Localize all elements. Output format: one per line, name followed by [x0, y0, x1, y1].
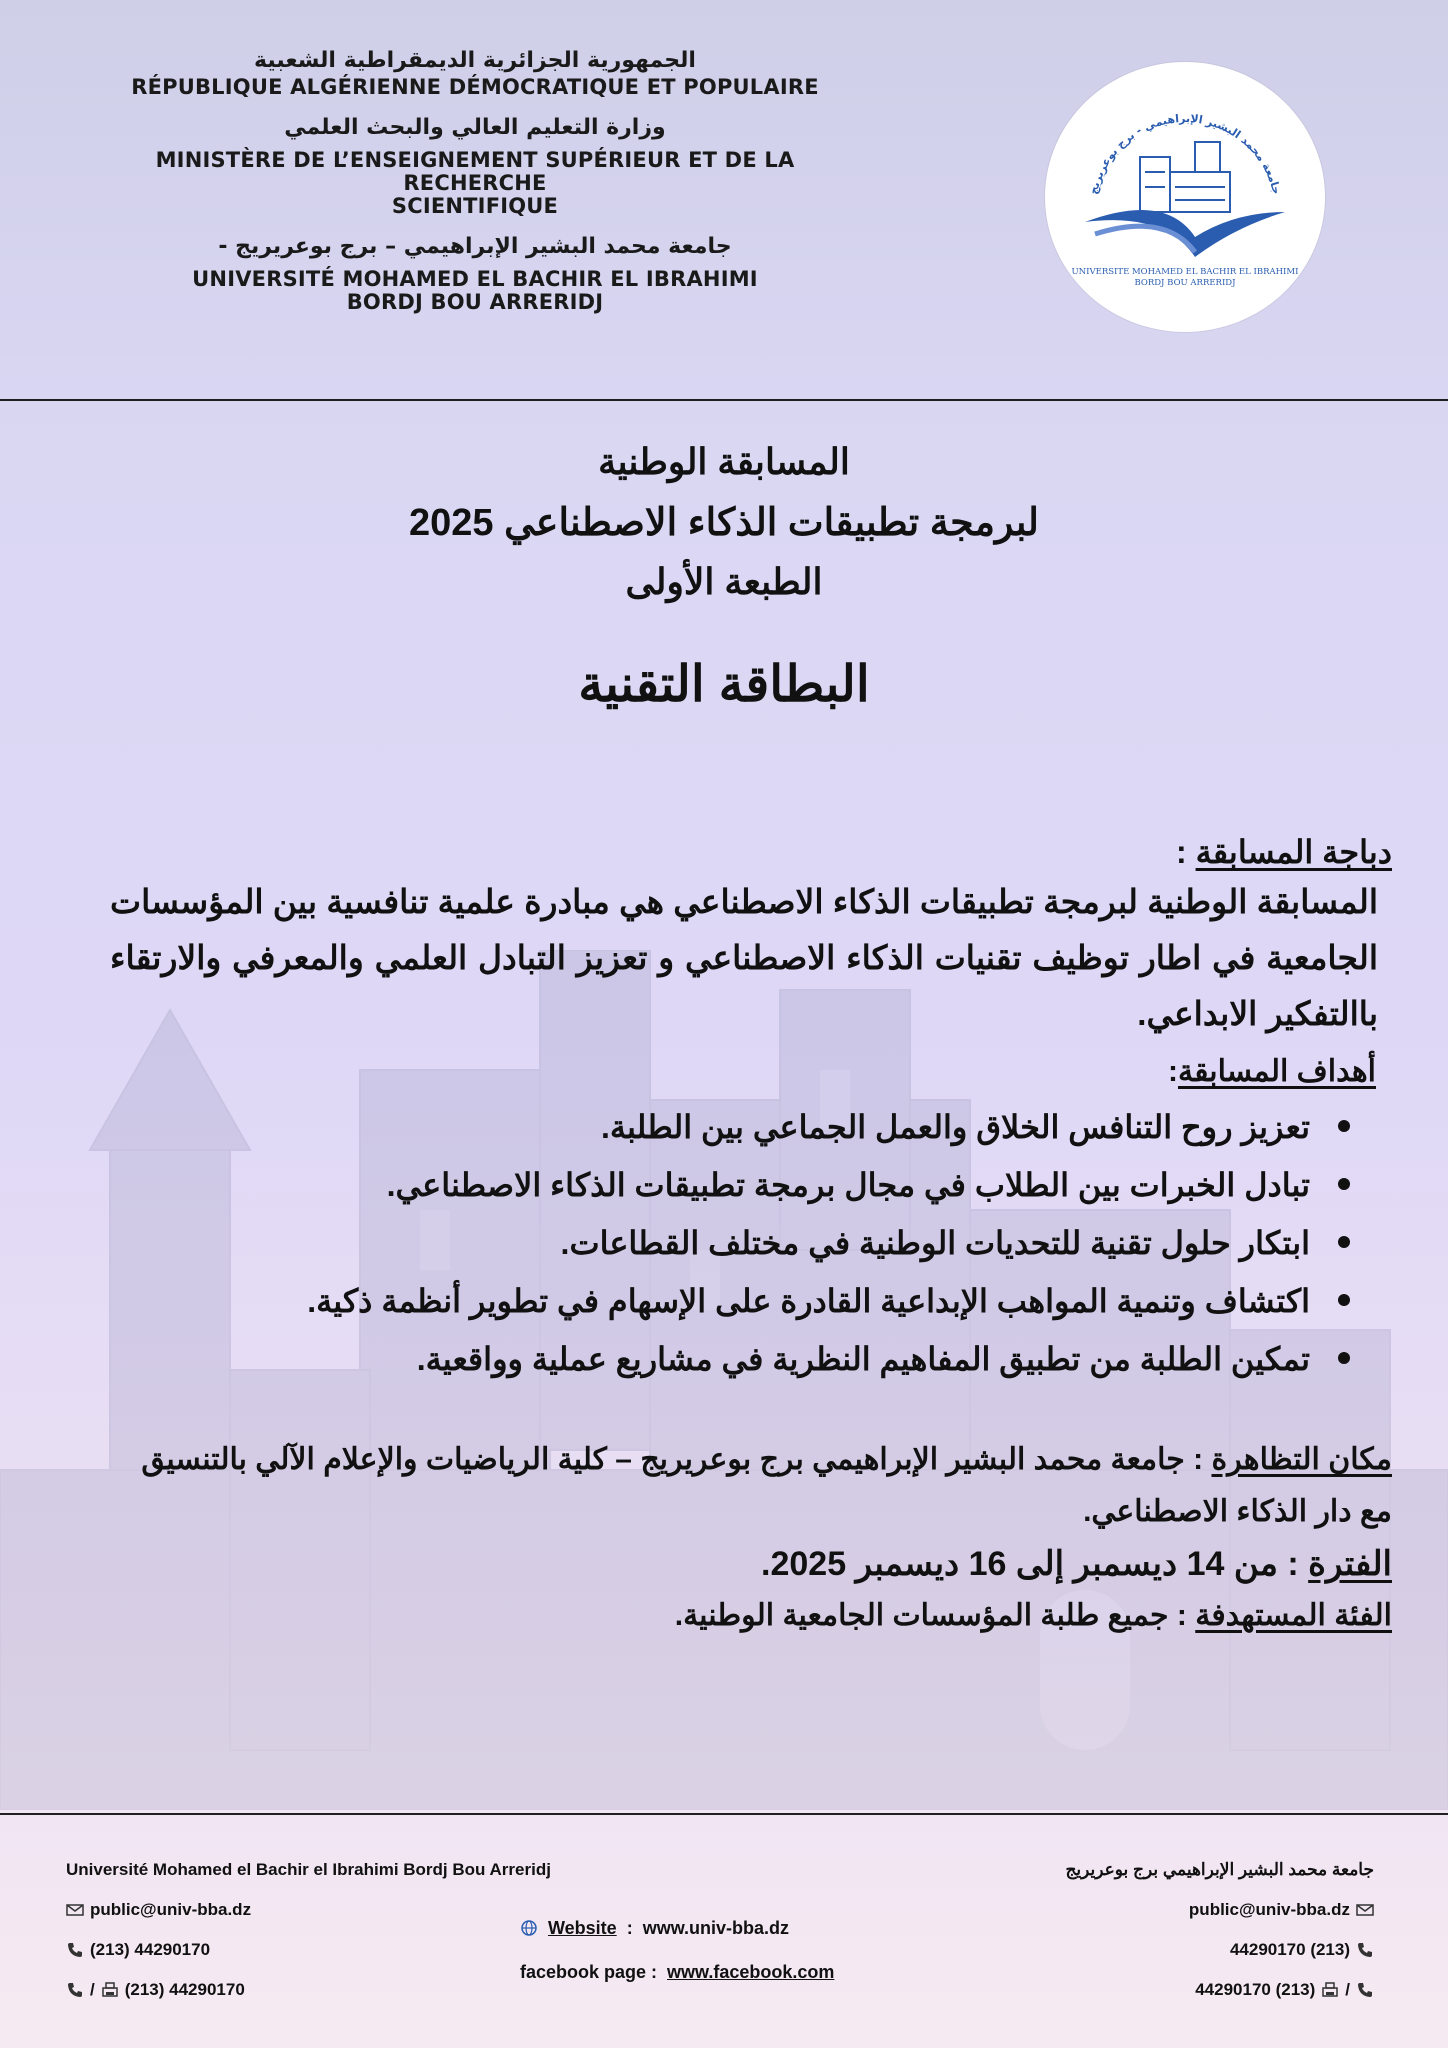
preamble-heading: [110, 830, 1392, 874]
objective-text: تبادل الخبرات بين الطلاب في مجال برمجة تطبيقات الذكاء الاصطناعي.: [386, 1167, 1310, 1203]
bullet-icon: [1338, 1352, 1350, 1364]
footer-center-links: [520, 1906, 940, 1994]
footer-fax-right: 44290170 (213): [1195, 1980, 1316, 1999]
bullet-icon: [1338, 1178, 1350, 1190]
bullet-icon: [1338, 1236, 1350, 1248]
university-name-footer-arabic: جامعة محمد البشير الإبراهيمي برج بوعريريج: [1065, 1860, 1374, 1879]
phone-icon: [1356, 1941, 1374, 1959]
website-url[interactable]: www.univ-bba.dz: [642, 1917, 790, 1938]
footer: [0, 1830, 1448, 2048]
fax-icon: [1321, 1981, 1339, 1999]
university-name-french-line2: BORDJ BOU ARRERIDJ: [346, 290, 604, 314]
logo-caption-line1: UNIVERSITE MOHAMED EL BACHIR EL IBRAHIMI: [1071, 267, 1299, 277]
title-line2: لبرمجة تطبيقات الذكاء الاصطناعي 2025: [409, 502, 1039, 544]
ministry-name-french-line1: MINISTÈRE DE L’ENSEIGNEMENT SUPÉRIEUR ET DE LA RECHERCHE: [155, 148, 795, 195]
objective-item: [110, 1214, 1310, 1272]
objective-item: [110, 1272, 1310, 1330]
ministry-name-french-line2: SCIENTIFIQUE: [391, 194, 559, 218]
objective-item: [110, 1098, 1310, 1156]
target-row: [110, 1590, 1392, 1642]
title-line1: المسابقة الوطنية: [598, 441, 850, 482]
fax-separator: /: [90, 1980, 95, 1999]
venue-row: [110, 1434, 1392, 1538]
document-body: [110, 830, 1392, 1642]
website-separator: :: [626, 1917, 633, 1938]
phone-icon: [66, 1981, 84, 1999]
website-label: Website: [548, 1917, 617, 1938]
footer-divider: [0, 1813, 1448, 1815]
logo-caption-line2: BORDJ BOU ARRERIDJ: [1134, 278, 1236, 288]
fax-separator-right: /: [1345, 1980, 1350, 1999]
logo-building-icon: [1140, 142, 1230, 212]
letterhead-text-block: [110, 46, 840, 314]
footer-right-contact: [1065, 1850, 1374, 2010]
objective-text: ابتكار حلول تقنية للتحديات الوطنية في مختلف القطاعات.: [560, 1225, 1310, 1261]
objectives-heading-label: أهداف المسابقة: [1177, 1055, 1376, 1088]
title-line3: الطبعة الأولى: [625, 561, 823, 602]
period-text: : من 14 ديسمبر إلى 16 ديسمبر 2025.: [761, 1545, 1309, 1583]
objective-item: [110, 1330, 1310, 1388]
logo-swoosh-icon: [1085, 210, 1285, 257]
bullet-icon: [1338, 1120, 1350, 1132]
university-name-footer: Université Mohamed el Bachir el Ibrahimi Bordj Bou Arreridj: [66, 1860, 551, 1879]
email-icon: [66, 1901, 84, 1919]
logo-ring-text: جامعة محمد البشير الإبراهيمي - برج بوعريريج: [1086, 111, 1284, 196]
bullet-icon: [1338, 1294, 1350, 1306]
globe-icon: [520, 1919, 538, 1937]
ministry-name-arabic: وزارة التعليم العالي والبحث العلمي: [284, 115, 666, 140]
svg-text:جامعة محمد البشير الإبراهيمي -: [1087, 112, 1283, 196]
objectives-heading: [110, 1050, 1392, 1094]
university-logo: [1045, 62, 1325, 332]
footer-phone-right: 44290170 (213): [1229, 1940, 1350, 1959]
title-block: [0, 438, 1448, 716]
phone-icon: [66, 1941, 84, 1959]
period-label: الفترة: [1308, 1545, 1392, 1583]
venue-label: مكان التظاهرة: [1211, 1443, 1392, 1476]
target-label: الفئة المستهدفة: [1195, 1599, 1392, 1632]
preamble-heading-suffix: :: [1176, 834, 1196, 870]
footer-phone: (213) 44290170: [90, 1940, 211, 1959]
objective-text: اكتشاف وتنمية المواهب الإبداعية القادرة على الإسهام في تطوير أنظمة ذكية.: [307, 1283, 1310, 1319]
objective-item: [110, 1156, 1310, 1214]
footer-email[interactable]: public@univ-bba.dz: [90, 1900, 252, 1919]
card-title: البطاقة التقنية: [578, 656, 870, 712]
objectives-heading-suffix: :: [1167, 1055, 1178, 1088]
period-row: [110, 1538, 1392, 1590]
preamble-heading-label: دباجة المسابقة: [1195, 834, 1392, 870]
phone-icon: [1356, 1981, 1374, 1999]
objective-text: تمكين الطلبة من تطبيق المفاهيم النظرية في مشاريع عملية وواقعية.: [416, 1341, 1310, 1377]
event-info: [110, 1434, 1392, 1642]
facebook-url[interactable]: www.facebook.com: [667, 1961, 835, 1982]
footer-email-right[interactable]: public@univ-bba.dz: [1188, 1900, 1350, 1919]
footer-left-contact: [66, 1850, 551, 2010]
preamble-text: المسابقة الوطنية لبرمجة تطبيقات الذكاء الاصطناعي هي مبادرة علمية تنافسية بين المؤسسات الجامعية في اطار توظيف تقنيات الذكاء الاصطناعي و تعزيز التبادل العلمي والمعرفي والارتقاء باالتفكير الابداعي.: [110, 883, 1378, 1032]
university-name-arabic: جامعة محمد البشير الإبراهيمي – برج بوعريريج -: [218, 234, 732, 259]
email-icon: [1356, 1901, 1374, 1919]
letterhead: [0, 0, 1448, 400]
fax-icon: [101, 1981, 119, 1999]
target-text: : جميع طلبة المؤسسات الجامعية الوطنية.: [674, 1599, 1196, 1632]
objective-text: تعزيز روح التنافس الخلاق والعمل الجماعي بين الطلبة.: [600, 1109, 1310, 1145]
objectives-list: [110, 1098, 1392, 1388]
facebook-label: facebook page :: [520, 1961, 658, 1982]
header-divider: [0, 399, 1448, 401]
university-name-french-line1: UNIVERSITÉ MOHAMED EL BACHIR EL IBRAHIMI: [192, 267, 758, 291]
republic-name-arabic: الجمهورية الجزائرية الديمقراطية الشعبية: [254, 48, 696, 73]
republic-name-french: RÉPUBLIQUE ALGÉRIENNE DÉMOCRATIQUE ET POPULAIRE: [131, 75, 819, 99]
footer-fax: (213) 44290170: [124, 1980, 245, 1999]
venue-text: : جامعة محمد البشير الإبراهيمي برج بوعريريج – كلية الرياضيات والإعلام الآلي بالتنسيق مع دار الذكاء الاصطناعي.: [141, 1443, 1392, 1528]
